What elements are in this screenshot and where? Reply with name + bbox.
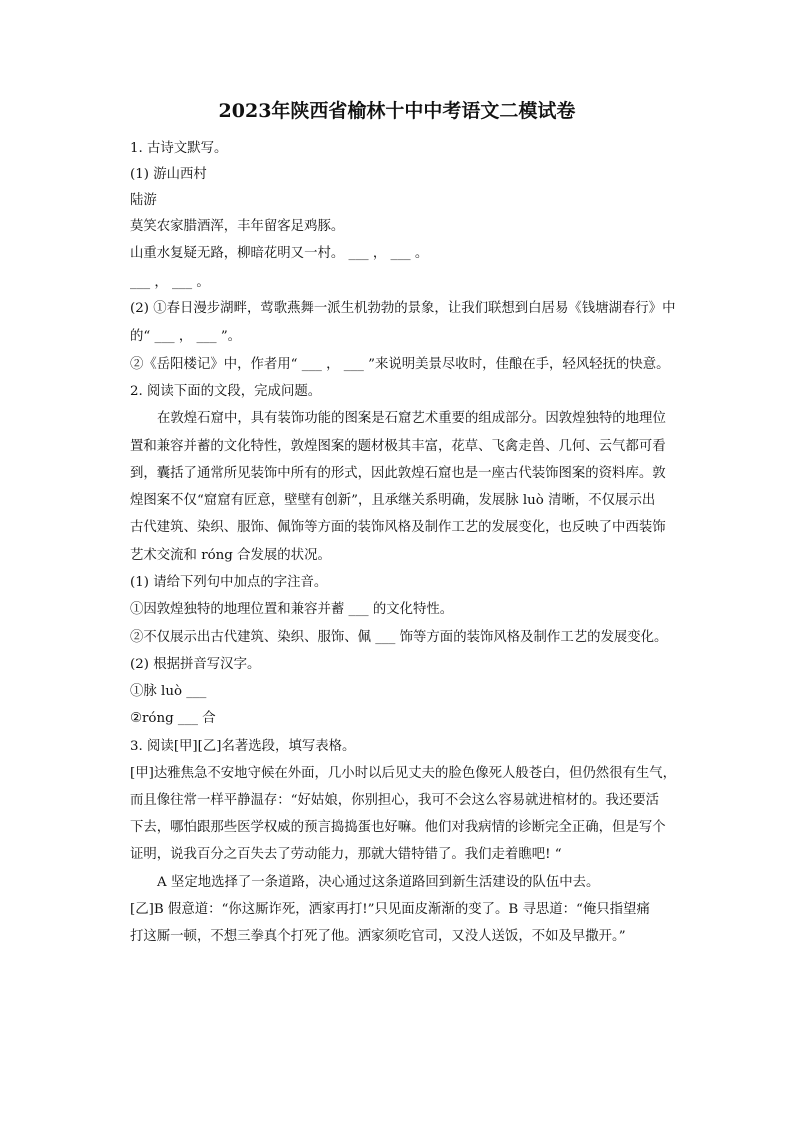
question-2-heading: 2. 阅读下面的文段，完成问题。 (130, 384, 322, 399)
q2-part1-item-1: ①因敦煌独特的地理位置和兼容并蓄 ___ 的文化特性。 (130, 602, 454, 617)
passage-line-1: 在敦煌石窟中，具有装饰功能的图案是石窟艺术重要的组成部分。因敦煌独特的地理位 (157, 411, 666, 426)
poem-line-2: 山重水复疑无路，柳暗花明又一村。 ___ ， ___ 。 (130, 246, 429, 261)
excerpt-a-line-4: 证明，说我百分之百失去了劳动能力，那就大错特错了。我们走着瞧吧! “ (130, 847, 562, 862)
question-3-heading: 3. 阅读[甲][乙]名著选段，填写表格。 (130, 739, 356, 754)
q1-part1-label: (1) 游山西村 (130, 167, 207, 182)
passage-line-4: 煌图案不仅“窟窟有匠意，壁壁有创新”，且承继关系明确，发展脉 luò 清晰，不仅展示出 (130, 493, 656, 508)
question-1-heading: 1. 古诗文默写。 (130, 141, 228, 156)
passage-line-3: 到，囊括了通常所见装饰中所有的形式，因此敦煌石窟也是一座古代装饰图案的资料库。敦 (130, 466, 666, 481)
excerpt-a-line-3: 下去，哪怕跟那些医学权威的预言捣捣蛋也好嘛。他们对我病情的诊断完全正确，但是写个 (130, 820, 666, 835)
q1-part2-line-2: 的“ ___ ， ___ ”。 (130, 329, 242, 344)
q2-part2-item-2: ②róng ___ 合 (130, 711, 216, 726)
q2-part1-item-2: ②不仅展示出古代建筑、染织、服饰、佩 ___ 饰等方面的装饰风格及制作工艺的发展变化。 (130, 630, 668, 645)
q2-part2-item-1: ①脉 luò ___ (130, 684, 207, 699)
excerpt-a-line-2: 而且像往常一样平静温存：“好姑娘，你别担心，我可不会这么容易就进棺材的。我还要活 (130, 793, 660, 808)
passage-line-5: 古代建筑、染织、服饰、佩饰等方面的装饰风格及制作工艺的发展变化，也反映了中西装饰 (130, 520, 666, 535)
passage-line-2: 置和兼容并蓄的文化特性，敦煌图案的题材极其丰富，花草、飞禽走兽、几何、云气都可看 (130, 439, 666, 454)
q2-part2-label: (2) 根据拼音写汉字。 (130, 657, 261, 672)
passage-line-6: 艺术交流和 róng 合发展的状况。 (130, 548, 331, 563)
excerpt-a-summary: A 坚定地选择了一条道路，决心通过这条道路回到新生活建设的队伍中去。 (157, 875, 600, 890)
excerpt-a-line-1: [甲]达雅焦急不安地守候在外面，几小时以后见丈夫的脸色像死人般苍白，但仍然很有生气， (130, 766, 677, 781)
poem-line-1: 莫笑农家腊酒浑，丰年留客足鸡豚。 (130, 219, 345, 234)
poem-author: 陆游 (130, 193, 157, 208)
page-title: 2023年陕西省榆林十中中考语文二模试卷 (218, 100, 576, 122)
q1-part2-line-1: (2) ①春日漫步湖畔，莺歌燕舞一派生机勃勃的景象，让我们联想到白居易《钱塘湖春行》中 (130, 301, 676, 316)
q1-part2-line-3: ②《岳阳楼记》中，作者用“ ___ ， ___ ”来说明美景尽收时，佳酿在手，轻风轻抚的快意。 (130, 357, 670, 372)
excerpt-b-line-2: 打这厮一顿，不想三拳真个打死了他。洒家须吃官司，又没人送饭，不如及早撒开。” (130, 929, 626, 944)
excerpt-b-line-1: [乙]B 假意道：“你这厮诈死，洒家再打!”只见面皮渐渐的变了。B 寻思道：“俺只指望痛 (130, 902, 650, 917)
poem-blank-line: ___ ， ___ 。 (130, 275, 210, 290)
q2-part1-label: (1) 请给下列句中加点的字注音。 (130, 575, 328, 590)
